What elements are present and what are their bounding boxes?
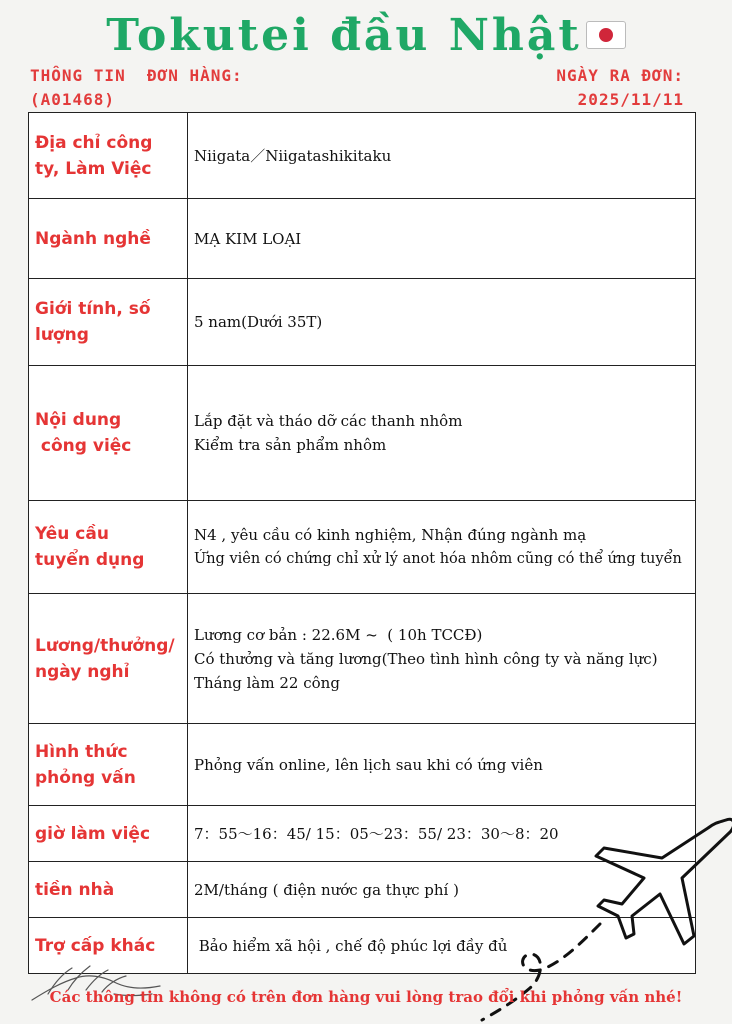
value-line: Niigata／Niigatashikitaku [194, 146, 392, 165]
label-line: giờ làm việc [35, 823, 151, 844]
label-line: công việc [35, 436, 132, 456]
label-line: Nội dung [35, 410, 122, 430]
row-label [29, 594, 188, 724]
row-value [188, 113, 696, 199]
japan-flag-icon [586, 21, 626, 49]
row-value [188, 806, 696, 862]
job-info-table [28, 112, 696, 974]
row-value [188, 199, 696, 279]
label-line: Yêu cầu [35, 524, 109, 544]
table-row [29, 366, 696, 501]
value-line: 2M/tháng ( điện nước ga thực phí ) [194, 880, 459, 899]
label-line: tuyển dụng [35, 550, 145, 570]
value-line: Lương cơ bản : 22.6M ~ ( 10h TCCĐ) [194, 625, 483, 644]
label-line: Trợ cấp khác [35, 935, 156, 956]
row-value [188, 862, 696, 918]
issue-date-label: NGÀY RA ĐƠN: [556, 66, 684, 85]
page-title [0, 6, 732, 66]
row-value [188, 918, 696, 974]
value-line: Ứng viên có chứng chỉ xử lý anot hóa nhôm cũng có thể ứng tuyển [194, 551, 682, 567]
value-line: Bảo hiểm xã hội , chế độ phúc lợi đầy đủ [194, 936, 508, 955]
row-value [188, 279, 696, 366]
order-code: (A01468) [30, 90, 116, 109]
row-label [29, 279, 188, 366]
row-value [188, 501, 696, 594]
value-line: 5 nam(Dưới 35T) [194, 313, 323, 331]
row-label [29, 501, 188, 594]
label-line: Giới tính, số [35, 299, 151, 319]
label-line: Địa chỉ công [35, 132, 153, 153]
table-row [29, 862, 696, 918]
label-line: tiền nhà [35, 879, 115, 900]
row-label [29, 806, 188, 862]
row-value [188, 594, 696, 724]
value-line: Tháng làm 22 công [194, 673, 340, 692]
table-row [29, 501, 696, 594]
table-row [29, 199, 696, 279]
label-line: ty, Làm Việc [35, 158, 152, 179]
value-line: Lắp đặt và tháo dỡ các thanh nhôm [194, 412, 463, 430]
table-row [29, 594, 696, 724]
order-info [30, 64, 243, 112]
footer-note: Các thông tin không có trên đơn hàng vui lòng trao đổi khi phỏng vấn nhé! [49, 988, 683, 1006]
label-line: phỏng vấn [35, 767, 136, 788]
label-line: lượng [35, 325, 89, 345]
table-row [29, 113, 696, 199]
table-row [29, 724, 696, 806]
label-line: Hình thức [35, 741, 128, 762]
value-line: Phỏng vấn online, lên lịch sau khi có ứng viên [194, 755, 543, 774]
value-line: Kiểm tra sản phẩm nhôm [194, 436, 387, 454]
value-line: MẠ KIM LOẠI [194, 229, 302, 248]
issue-date: 2025/11/11 [577, 90, 684, 109]
issue-date-block [556, 64, 684, 112]
order-info-label: THÔNG TIN ĐƠN HÀNG: [30, 66, 243, 85]
row-label [29, 113, 188, 199]
table-row [29, 918, 696, 974]
row-label [29, 724, 188, 806]
label-line: Lương/thưởng/ [35, 635, 175, 656]
value-line: Có thưởng và tăng lương(Theo tình hình công ty và năng lực) [194, 649, 658, 668]
table-row [29, 806, 696, 862]
label-line: Ngành nghề [35, 228, 151, 249]
row-value [188, 366, 696, 501]
title-text: Tokutei đầu Nhật [106, 10, 582, 61]
value-line: N4 , yêu cầu có kinh nghiệm, Nhận đúng ngành mạ [194, 526, 587, 544]
label-line: ngày nghỉ [35, 661, 130, 682]
row-label [29, 862, 188, 918]
row-label [29, 918, 188, 974]
row-label [29, 366, 188, 501]
table-row [29, 279, 696, 366]
row-label [29, 199, 188, 279]
value-line: 7：55～16：45/ 15：05～23：55/ 23：30～8：20 [194, 824, 559, 843]
row-value [188, 724, 696, 806]
